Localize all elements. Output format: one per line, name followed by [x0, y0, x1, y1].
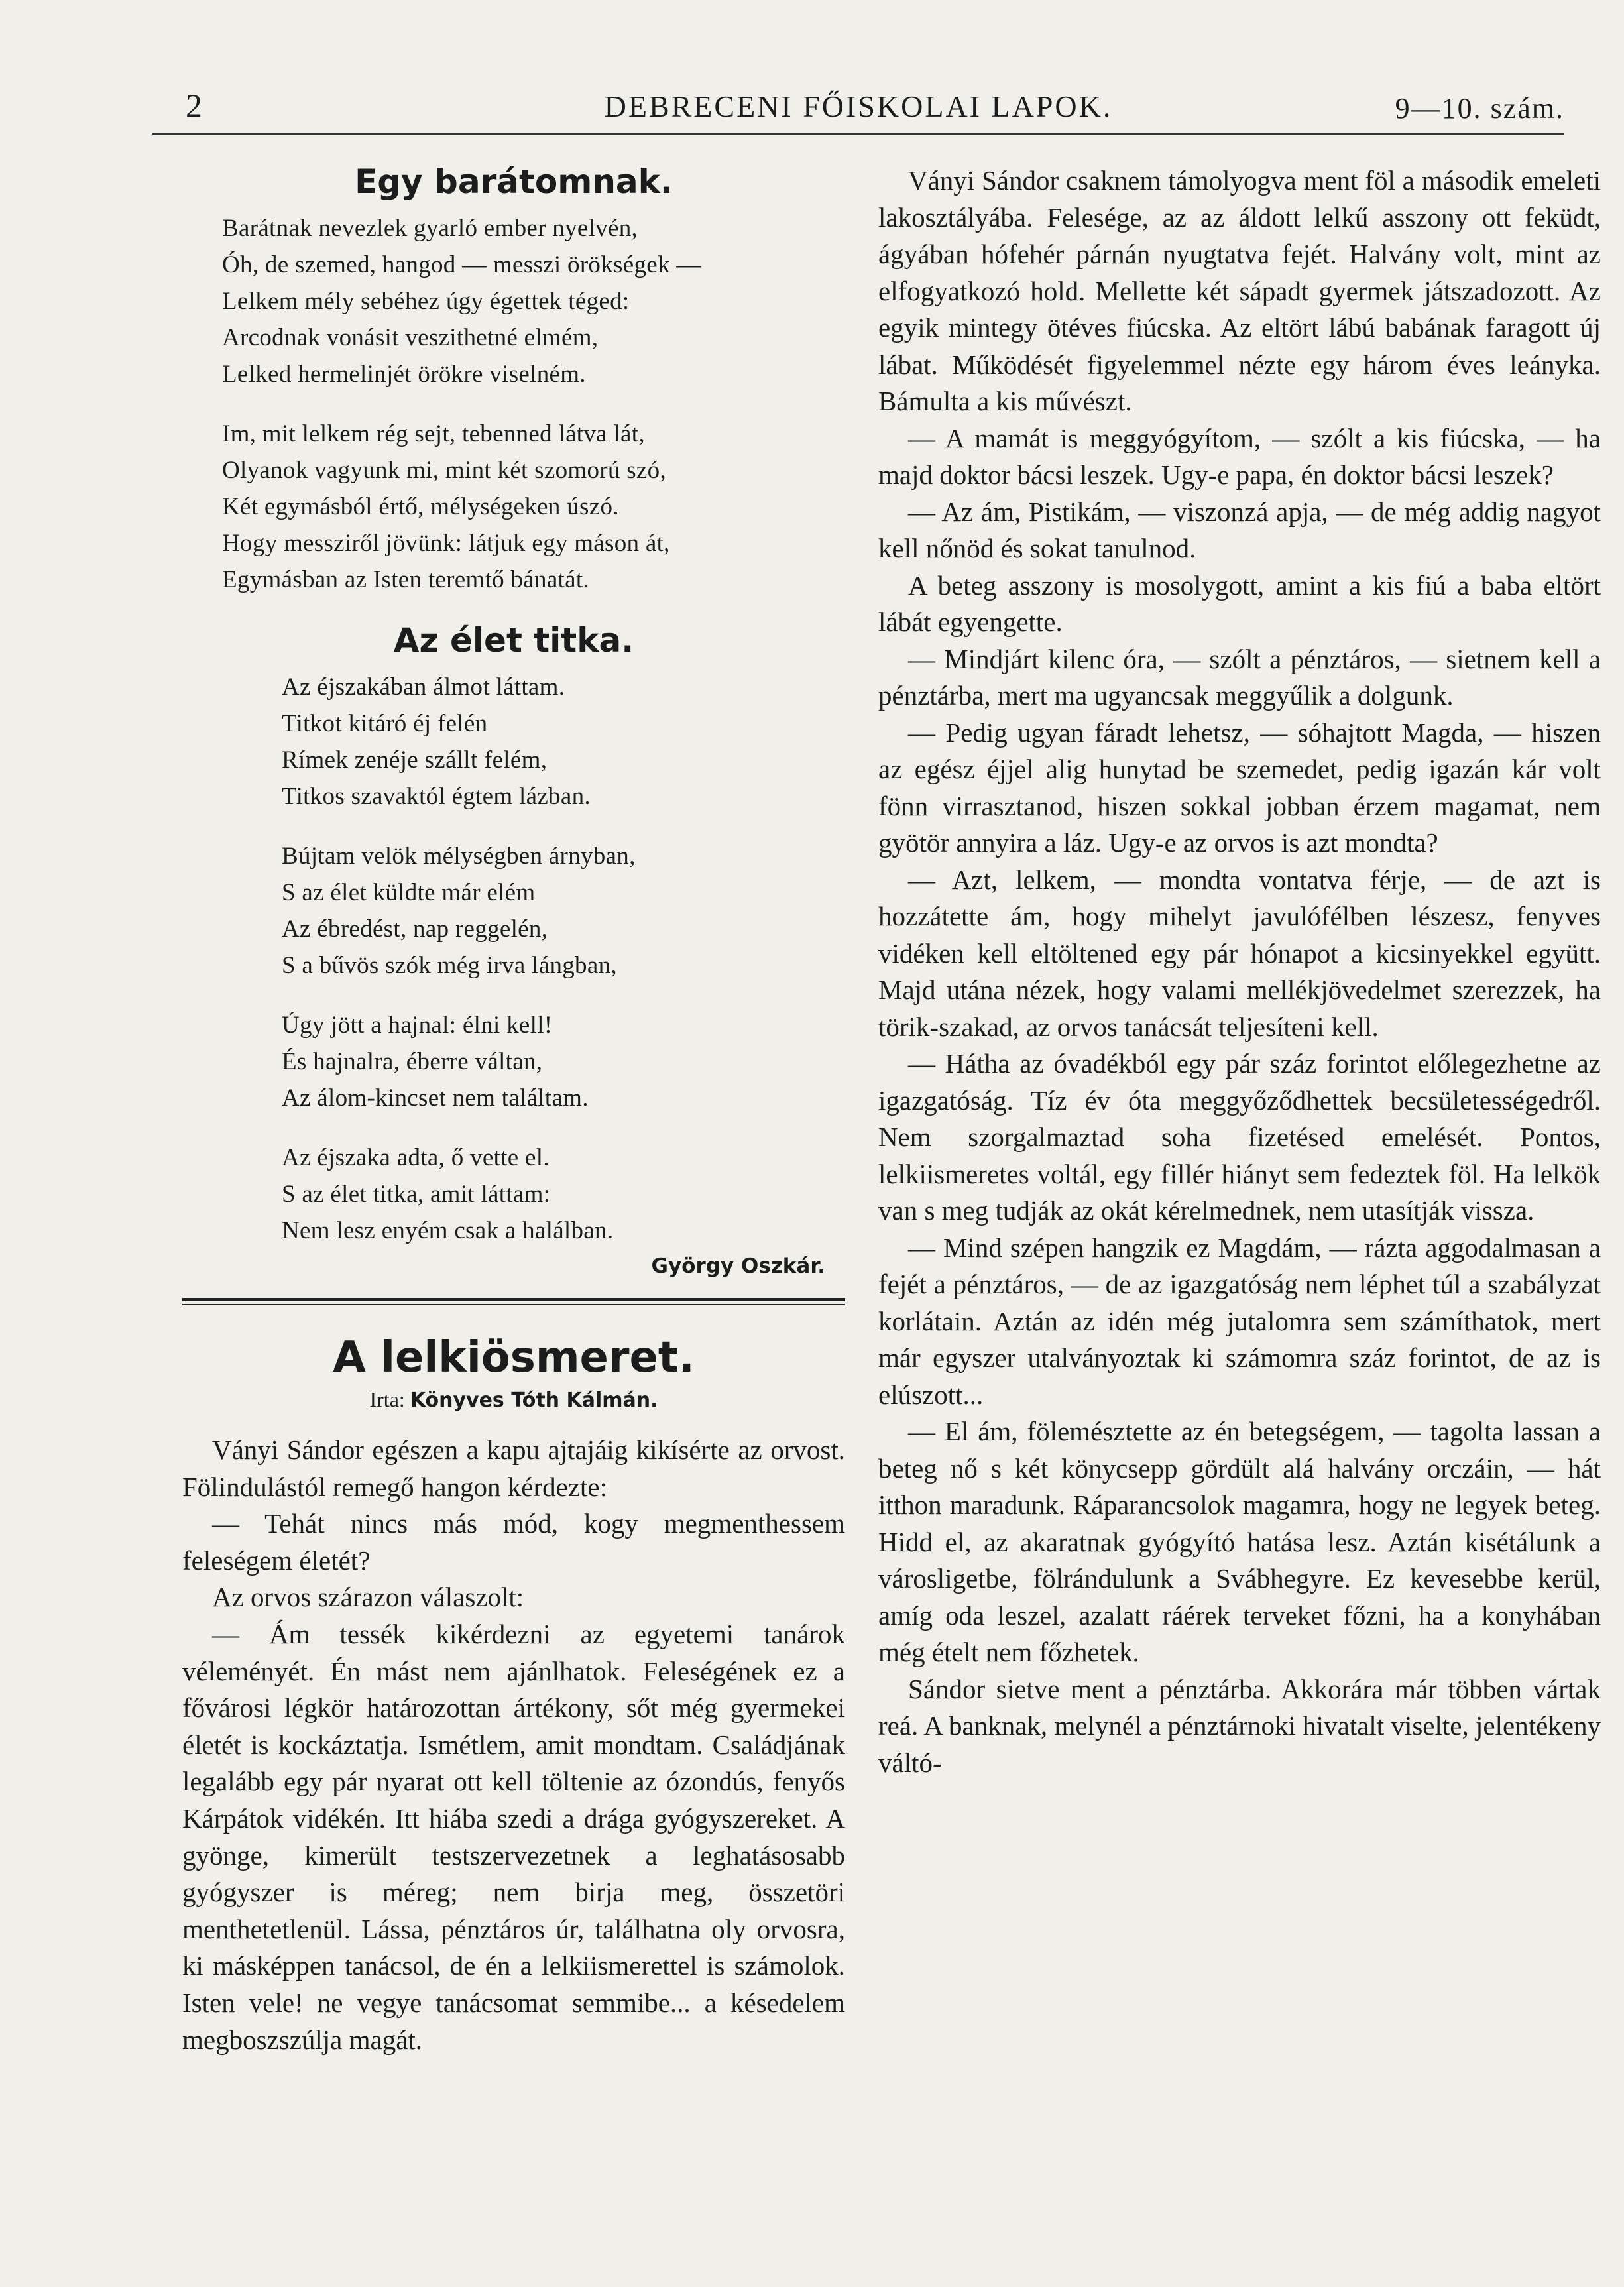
- story-text-right: [878, 162, 1601, 1781]
- poem2-stanza: [182, 1140, 845, 1249]
- poem-line: Úgy jött a hajnal: élni kell!: [282, 1012, 553, 1039]
- paragraph: — Hátha az óvadékból egy pár száz forintot előlegezhetne az igazgatóság. Tíz év óta meggyőződhettek becsületességedről. Nem szorgalmaztad soha fizetésed emelését. Pontos, lelkiismeretes voltál, egy fillér hiányt sem fedeztek föl. Ha lelkök van s meg tudják az okát kérelmednek, nem utasítják vissza.: [878, 1048, 1601, 1226]
- divider: [182, 1304, 845, 1305]
- poem2-stanza: [182, 838, 845, 984]
- page-number: 2: [186, 87, 202, 124]
- story-byline: [182, 1387, 845, 1412]
- divider: [182, 1298, 845, 1301]
- poem-line: Lelkem mély sebéhez úgy égettek téged:: [222, 288, 630, 315]
- paragraph: — A mamát is meggyógyítom, — szólt a kis fiúcska, — ha majd doktor bácsi leszek. Ugy-e papa, én doktor bácsi leszek?: [878, 422, 1601, 490]
- poem-line: Olyanok vagyunk mi, mint két szomorú szó,: [222, 457, 666, 484]
- byline-prefix: Irta:: [369, 1387, 405, 1411]
- paragraph: — Tehát nincs más mód, kogy megmenthessem feleségem életét?: [182, 1508, 845, 1576]
- poem-line: Hogy messziről jövünk: látjuk egy máson át,: [222, 530, 670, 557]
- paragraph: Sándor sietve ment a pénztárba. Akkorára már többen vártak reá. A banknak, melynél a pénztárnoki hivatalt viselte, jelentékeny váltó-: [878, 1673, 1601, 1778]
- poem-line: Titkot kitáró éj felén: [282, 710, 488, 737]
- poem-line: Arcodnak vonásit veszithetné elmém,: [222, 324, 599, 351]
- poem-line: S az élet titka, amit láttam:: [282, 1181, 551, 1208]
- paragraph: — Az ám, Pistikám, — viszonzá apja, — de még addig nagyot kell nőnöd és sokat tanulnod.: [878, 496, 1601, 563]
- paragraph: — Azt, lelkem, — mondta vontatva férje, — de azt is hozzátette ám, hogy mihelyt javulófélben lészesz, fenyves vidéken kell eltöltened egy pár hónapot a kicsinyekkel együtt. Majd utána nézek, hogy valami mellékjövedelmet szerezzek, ha törik-szakad, az orvos tanácsát teljesíteni kell.: [878, 864, 1601, 1042]
- paragraph: — Pedig ugyan fáradt lehetsz, — sóhajtott Magda, — hiszen az egész éjjel alig hunytad be szemedet, pedig igazán kár volt fönn virrasztanod, hiszen sokkal jobban érzem magamat, nem gyötör annyira a láz. Ugy-e az orvos is azt mondta?: [878, 717, 1601, 858]
- byline-author: Könyves Tóth Kálmán.: [410, 1389, 658, 1412]
- paragraph: Az orvos szárazon válaszolt:: [212, 1582, 524, 1613]
- poem-line: Nem lesz enyém csak a halálban.: [282, 1217, 614, 1244]
- poem-line: Rímek zenéje szállt felém,: [282, 746, 548, 774]
- paragraph: — Ám tessék kikérdezni az egyetemi tanárok véleményét. Én mást nem ajánlhatok. Feleségének ez a fővárosi légkör határozottan ártékony, sőt még gyermekei életét is kockáztatja. Ismétlem, amit mondtam. Családjának legalább egy pár nyarat ott kell töltenie az ózondús, fenyős Kárpátok vidékén. Itt hiába szedi a drága gyógyszereket. A gyönge, kimerült testszervezetnek a leghatásosabb gyógyszer is méreg; nem birja meg, összetöri menthetetlenül. Lássa, pénztáros úr, találhatna oly orvosra, ki másképpen tanácsol, de én a lelkiismerettel is számolok. Isten vele! ne vegye tanácsomat semmibe... a késedelem megboszszúlja magát.: [182, 1618, 845, 2055]
- poem1-title: Egy barátomnak.: [355, 162, 673, 201]
- poem-line: S a bűvös szók még irva lángban,: [282, 952, 617, 979]
- poem-line: Az éjszaka adta, ő vette el.: [282, 1144, 550, 1171]
- page-header: [152, 86, 1564, 135]
- poem-line: Egymásban az Isten teremtő bánatát.: [222, 566, 589, 593]
- poem-line: Lelked hermelinjét örökre viselném.: [222, 361, 586, 388]
- paragraph: — Mindjárt kilenc óra, — szólt a pénztáros, — sietnem kell a pénztárba, mert ma ugyancsak meggyűlik a dolgunk.: [878, 643, 1601, 711]
- poem2-author: György Oszkár.: [651, 1254, 825, 1278]
- right-column: [878, 162, 1601, 1781]
- newspaper-title: DEBRECENI FŐISKOLAI LAPOK.: [604, 89, 1113, 123]
- poem-line: Bújtam velök mélységben árnyban,: [282, 843, 636, 870]
- paragraph: Ványi Sándor csaknem támolyogva ment föl a második emeleti lakosztályába. Felesége, az az áldott lelkű asszony ott feküdt, ágyában hófehér párnán nyugtatva fejét. Halvány volt, mint az elfogyatkozó hold. Mellette két sápadt gyermek játszadozott. Az egyik mintegy ötéves fiúcska. Az eltört lábú babának faragott új lábat. Működését figyelemmel nézte egy három éves leányka. Bámulta a kis művészt.: [878, 165, 1601, 416]
- poem2-stanza: [182, 669, 845, 815]
- poem-line: S az élet küldte már elém: [282, 879, 536, 906]
- poem-line: Az ébredést, nap reggelén,: [282, 915, 548, 943]
- paragraph: — El ám, fölemésztette az én betegségem, — tagolta lassan a beteg nő s két könycsepp gördült alá halvány orczáin, — hát itthon maradunk. Ráparancsolok magamra, hogy ne legyek beteg. Hidd el, az akaratnak gyógyító hatása lesz. Aztán kisétálunk a városligetbe, fölrándulunk a Svábhegyre. Ez kevesebbe kerül, amíg oda leszel, azalatt ráérek terveket főzni, ha a konyhában még ételt nem főzhetek.: [878, 1416, 1601, 1667]
- poem2-title: Az élet titka.: [393, 621, 634, 660]
- paragraph: — Mind szépen hangzik ez Magdám, — rázta aggodalmasan a fejét a pénztáros, — de az igazgatóság nem léphet túl a szabályzat korlátain. Aztán az idén még jutalomra sem számíthatok, mert már egyszer utalványoztak ki számomra száz forintot, de az is elúszott...: [878, 1232, 1601, 1410]
- paragraph: A beteg asszony is mosolygott, amint a kis fiú a baba eltört lábát egyengette.: [878, 569, 1601, 637]
- left-column: [182, 162, 845, 2058]
- poem-line: És hajnalra, éberre váltan,: [282, 1048, 543, 1075]
- poem-line: Titkos szavaktól égtem lázban.: [282, 783, 591, 810]
- poem2-stanza: [182, 1007, 845, 1116]
- poem-line: Két egymásból értő, mélységeken úszó.: [222, 493, 619, 520]
- story-text-left: [182, 1432, 845, 2058]
- poem1-stanza: [182, 210, 845, 392]
- poem-line: Im, mit lelkem rég sejt, tebenned látva lát,: [222, 420, 645, 447]
- poem-line: Az álom-kincset nem találtam.: [282, 1085, 589, 1112]
- issue-number: 9—10. szám.: [1395, 92, 1564, 125]
- poem-line: Óh, de szemed, hangod — messzi örökségek —: [222, 251, 701, 278]
- paragraph: Ványi Sándor egészen a kapu ajtajáig kikísérte az orvost. Fölindulástól remegő hangon kérdezte:: [182, 1435, 845, 1502]
- poem-line: Barátnak nevezlek gyarló ember nyelvén,: [222, 215, 638, 242]
- poem1-stanza: [182, 416, 845, 598]
- poem-line: Az éjszakában álmot láttam.: [282, 674, 565, 701]
- story-title: A lelkiösmeret.: [333, 1333, 695, 1382]
